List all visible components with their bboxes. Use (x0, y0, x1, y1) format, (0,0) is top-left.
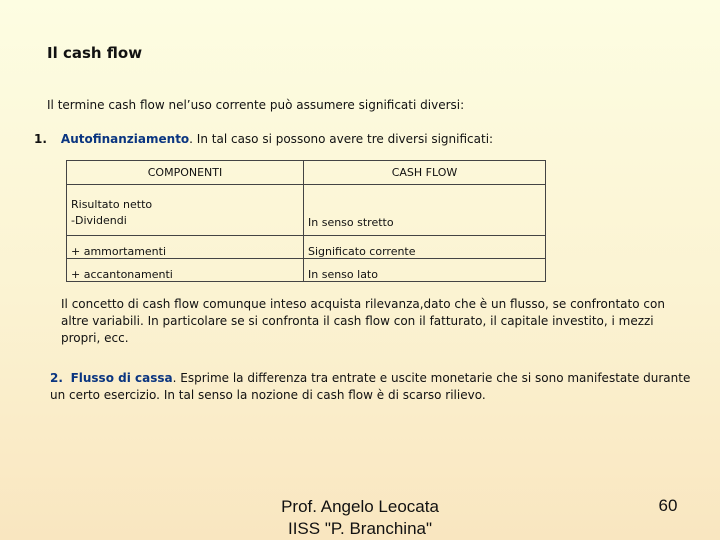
table-row (67, 236, 546, 259)
header-componenti: COMPONENTI (67, 161, 304, 185)
table-cell-component (67, 185, 304, 236)
author-name: Prof. Angelo Leocata (281, 497, 439, 516)
list-item-2-term: Flusso di cassa (70, 371, 173, 385)
slide-title: Il cash flow (47, 44, 143, 62)
component-line: Risultato netto (71, 198, 153, 211)
table-cell-cash-flow: In senso stretto (304, 185, 546, 236)
school-name: IISS "P. Branchina" (287, 519, 433, 538)
component-line: -Dividendi (71, 214, 127, 227)
list-item-1 (34, 132, 493, 146)
list-item-2 (50, 370, 700, 404)
intro-text: Il termine cash flow nel’uso corrente può assumere significati diversi: (47, 98, 465, 112)
cash-flow-table (66, 160, 546, 282)
explanation-paragraph: Il concetto di cash flow comunque inteso acquista rilevanza,dato che è un flusso, se confrontato con altre variabili. In particolare se si confronta il cash flow con il fatturato, il capitale investito, i mezzi propri, ecc. (61, 297, 665, 345)
table-cell-cash-flow: Significato corrente (304, 236, 546, 259)
list-item-1-number: 1. (34, 132, 47, 146)
list-item-1-term: Autofinanziamento (60, 132, 190, 146)
table-cell-cash-flow: In senso lato (304, 259, 546, 282)
footer-author (255, 496, 465, 540)
list-item-1-text: . In tal caso si possono avere tre diversi significati: (189, 132, 494, 146)
list-item-2-text: . Esprime la differenza tra entrate e uscite monetarie che si sono manifestate durante un certo esercizio. In tal senso la nozione di cash flow è di scarso rilievo. (50, 371, 691, 402)
table-row (67, 185, 546, 236)
header-cash-flow: CASH FLOW (304, 161, 546, 185)
table-cell-component: + ammortamenti (67, 236, 304, 259)
page-number: 60 (658, 496, 678, 515)
list-item-2-number: 2. (50, 371, 63, 385)
table-cell-component: + accantonamenti (67, 259, 304, 282)
table-row (67, 259, 546, 282)
